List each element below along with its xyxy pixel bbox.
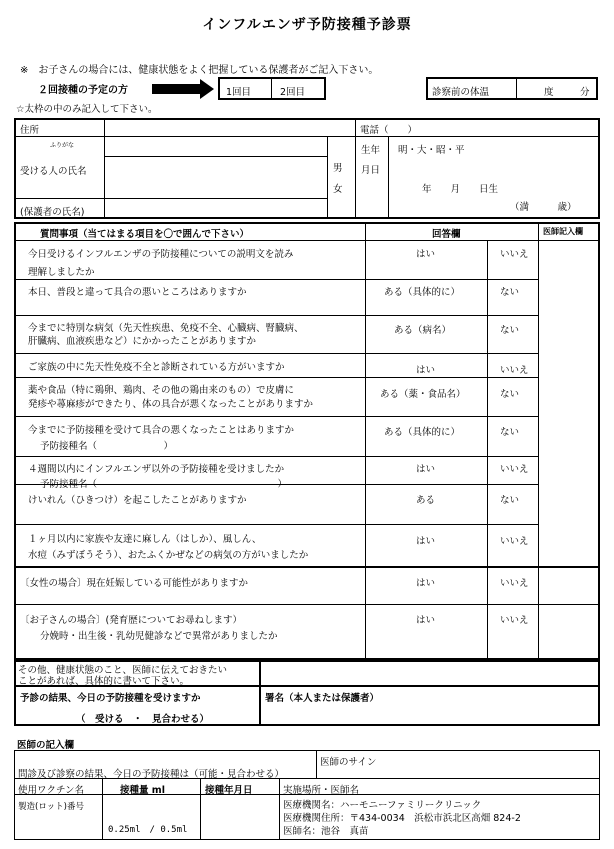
- vaccine-name-header: 使用ワクチン名: [18, 785, 85, 796]
- doctor-sign-label: 医師のサイン: [320, 757, 377, 768]
- question-10-line-1: 〔女性の場合〕現在妊娠している可能性がありますか: [20, 578, 249, 589]
- question-10-answer-a[interactable]: はい: [416, 578, 436, 589]
- other-notes-line-2: ことがあれば、具体的に書いて下さい。: [18, 676, 190, 687]
- other-notes-line-1: その他、健康状態のこと、医師に伝えておきたい: [18, 665, 228, 676]
- question-3-line-2: 肝臓病、血液疾患など）にかかったことがありますか: [28, 336, 257, 347]
- question-6-line-1: 今までに予防接種を受けて具合の悪くなったことはありますか: [28, 425, 295, 436]
- address-label: 住所: [20, 125, 40, 136]
- question-3-line-1: 今までに特別な病気（先天性疾患、免疫不全、心臓病、腎臓病、: [28, 323, 304, 334]
- question-1-answer-b[interactable]: いいえ: [500, 249, 529, 260]
- vaccination-decision-label: 予診の結果、今日の予防接種を受けますか: [20, 693, 201, 704]
- question-4-line-1: ご家族の中に先天性免疫不全と診断されている方がいますか: [28, 362, 285, 373]
- guardian-name-label: (保護者の氏名): [20, 207, 85, 218]
- arrow-head-icon: [200, 79, 214, 99]
- schedule-label: ２回接種の予定の方: [38, 85, 128, 96]
- question-5-line-2: 発疹や蕁麻疹ができたり、体の具合が悪くなったことがありますか: [28, 399, 314, 410]
- vaccination-date-header: 接種年月日: [205, 785, 253, 796]
- question-8-answer-a[interactable]: ある: [416, 495, 436, 506]
- temperature-degree-field[interactable]: 度: [544, 87, 554, 98]
- question-9-line-1: １ヶ月以内に家族や友達に麻しん（はしか）、風しん、: [28, 534, 262, 545]
- question-9-answer-a[interactable]: はい: [416, 536, 436, 547]
- sex-female-option[interactable]: 女: [333, 184, 343, 195]
- frame-note: ☆太枠の中のみ記入して下さい。: [16, 104, 158, 115]
- sex-male-option[interactable]: 男: [333, 163, 343, 174]
- birth-label-1: 生年: [361, 145, 381, 156]
- questions-header: 質問事項（当てはまる項目を〇で囲んで下さい）: [40, 229, 250, 240]
- question-8-line-1: けいれん（ひきつけ）を起こしたことがありますか: [28, 495, 247, 506]
- furigana-label: ふりがな: [50, 142, 75, 149]
- question-2-answer-a[interactable]: ある（具体的に）: [384, 287, 461, 298]
- name-label: 受ける人の氏名: [20, 166, 87, 177]
- question-2-answer-b[interactable]: ない: [500, 287, 520, 298]
- guardian-note: ※ お子さんの場合には、健康状態をよく把握している保護者がご記入下さい。: [20, 65, 379, 76]
- question-9-answer-b[interactable]: いいえ: [500, 536, 529, 547]
- question-8-answer-b[interactable]: ない: [500, 495, 520, 506]
- question-1-line-1: 今日受けるインフルエンザの予防接種についての説明文を読み: [28, 249, 294, 260]
- lot-number-label: 製造(ロット)番号: [18, 802, 84, 812]
- question-1-answer-a[interactable]: はい: [416, 249, 436, 260]
- question-7-answer-b[interactable]: いいえ: [500, 464, 529, 475]
- question-3-answer-a[interactable]: ある（病名）: [394, 325, 452, 336]
- question-6-answer-b[interactable]: ない: [500, 427, 520, 438]
- question-9-line-2: 水痘（みずぼうそう）、おたふくかぜなどの病気の方がいましたか: [28, 550, 309, 561]
- doctor-result-label: 問診及び診察の結果、今日の予防接種は（可能・見合わせる）: [18, 769, 285, 780]
- birth-label-2: 月日: [361, 165, 381, 176]
- answers-header: 回答欄: [432, 229, 461, 240]
- signature-label: 署名（本人または保護者）: [265, 693, 380, 704]
- question-4-answer-a[interactable]: はい: [416, 365, 436, 376]
- question-7-line-1: ４週間以内にインフルエンザ以外の予防接種を受けましたか: [28, 464, 285, 475]
- question-5-answer-b[interactable]: ない: [500, 389, 520, 400]
- doctor-name: 医師名：池谷 真苗: [283, 826, 369, 837]
- address-field[interactable]: [106, 119, 354, 136]
- temperature-tenths-field[interactable]: 分: [580, 87, 590, 98]
- phone-label[interactable]: 電話（ ）: [360, 125, 418, 136]
- doctor-section-heading: 医師の記入欄: [17, 740, 75, 751]
- question-4-answer-b[interactable]: いいえ: [500, 365, 529, 376]
- dose-1-field[interactable]: 1回目: [226, 87, 252, 98]
- other-notes-field[interactable]: [262, 662, 598, 684]
- question-11-line-2: 分娩時・出生後・乳幼児健診などで異常がありましたか: [40, 631, 278, 642]
- question-2-line-1: 本日、普段と違って具合の悪いところはありますか: [28, 287, 247, 298]
- question-5-line-1: 薬や食品（特に鶏卵、鶏肉、その他の鶏由来のもの）で皮膚に: [28, 385, 295, 396]
- question-7-answer-a[interactable]: はい: [416, 464, 436, 475]
- vaccination-decision-options[interactable]: （ 受ける ・ 見合わせる）: [76, 714, 210, 725]
- institution-address: 医療機関住所：〒434-0034 浜松市浜北区高畑 824-2: [283, 813, 521, 824]
- birth-date-field[interactable]: 年 月 日生: [422, 184, 499, 195]
- signature-field[interactable]: [262, 703, 598, 725]
- page-title: インフルエンザ予防接種予診票: [202, 17, 412, 33]
- question-3-answer-b[interactable]: ない: [500, 325, 520, 336]
- name-field[interactable]: [106, 157, 326, 197]
- age-field[interactable]: （満 歳）: [510, 202, 577, 213]
- question-7-line-2[interactable]: 予防接種名（ ）: [40, 479, 288, 490]
- arrow-right-icon: [152, 84, 202, 94]
- question-11-answer-b[interactable]: いいえ: [500, 615, 529, 626]
- question-6-answer-a[interactable]: ある（具体的に）: [384, 427, 461, 438]
- temperature-label: 診察前の体温: [432, 87, 490, 98]
- dose-amount-header: 接種量 ml: [120, 785, 165, 796]
- dose-2-field[interactable]: 2回目: [280, 87, 306, 98]
- institution-name: 医療機関名：ハーモニーファミリークリニック: [283, 800, 482, 811]
- question-11-line-1: 〔お子さんの場合〕(発育歴についてお尋ねします）: [20, 615, 243, 626]
- question-5-answer-a[interactable]: ある（薬・食品名）: [380, 389, 466, 400]
- doctor-column-header: 医師記入欄: [543, 227, 583, 236]
- question-1-line-2: 理解しましたか: [28, 267, 95, 278]
- question-10-answer-b[interactable]: いいえ: [500, 578, 529, 589]
- dose-options[interactable]: 0.25ml / 0.5ml: [108, 825, 188, 835]
- era-options[interactable]: 明・大・昭・平: [398, 145, 465, 156]
- question-11-answer-a[interactable]: はい: [416, 615, 436, 626]
- question-6-line-2[interactable]: 予防接種名（ ）: [40, 441, 174, 452]
- place-doctor-header: 実施場所・医師名: [283, 785, 360, 796]
